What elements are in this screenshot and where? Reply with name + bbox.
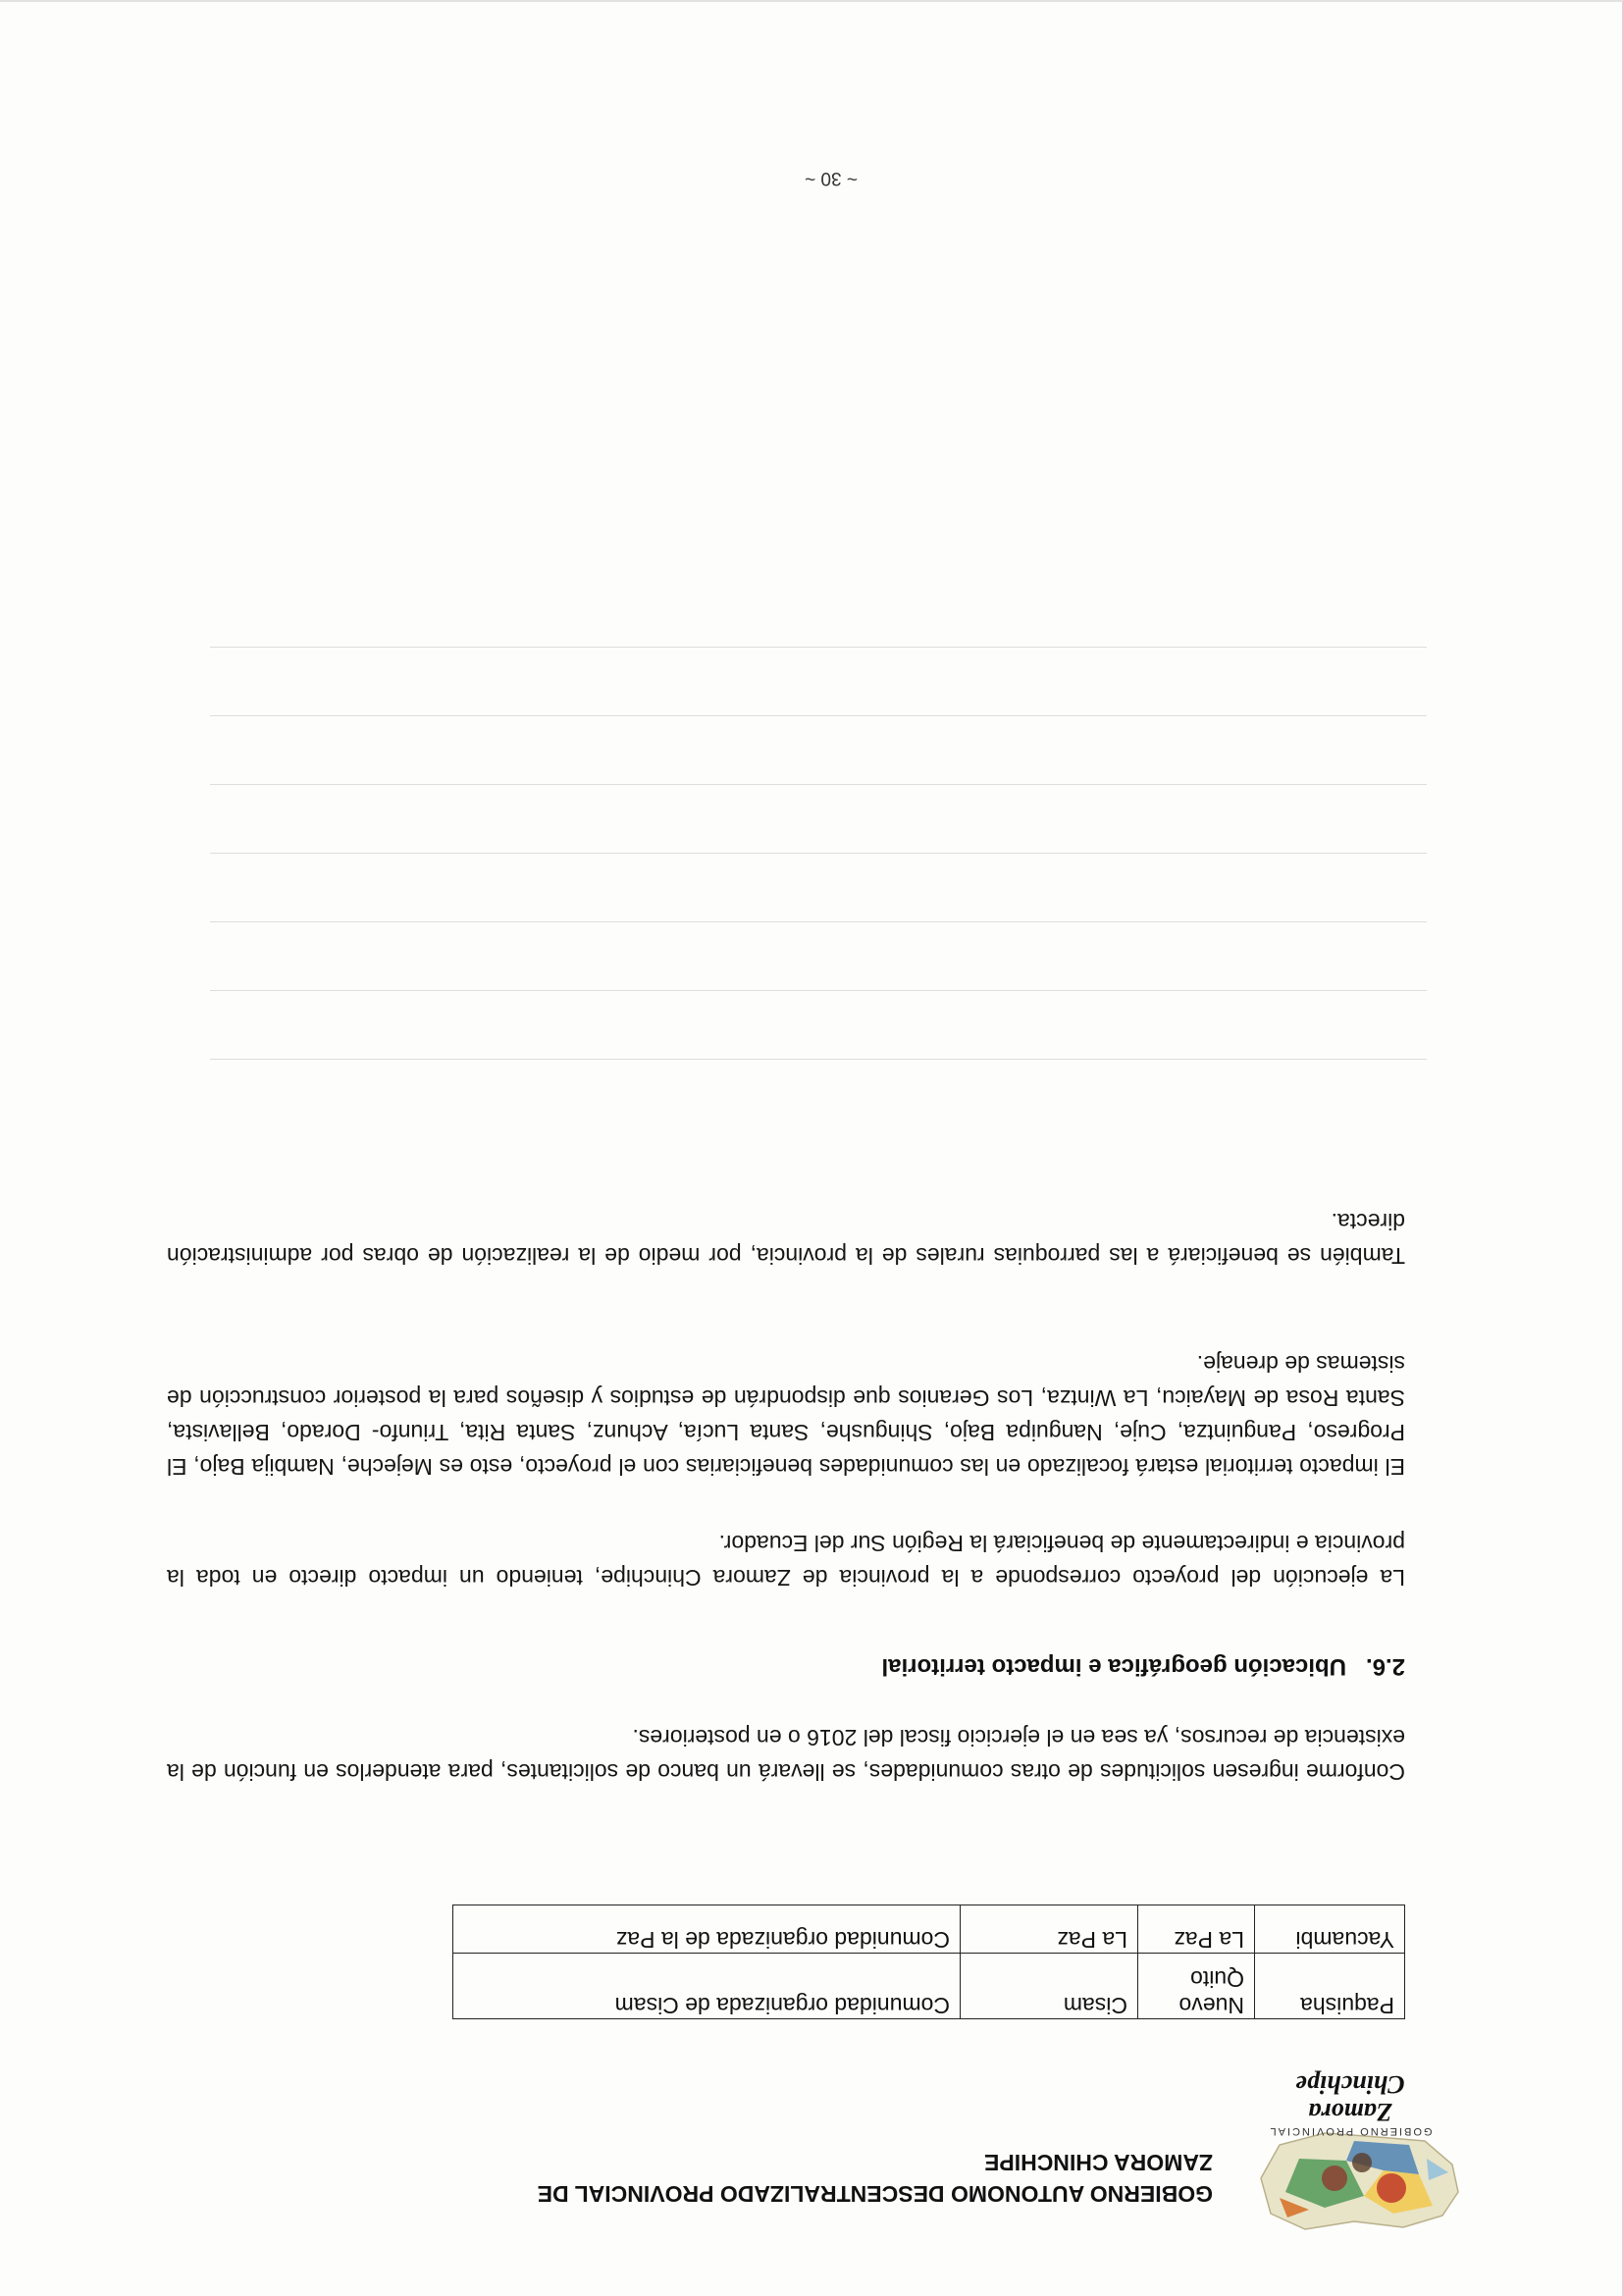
bleed-through-line [210,990,1427,991]
table-cell: La Paz [961,1905,1138,1954]
table-cell: Nuevo Quito [1138,1954,1255,2019]
organization-title [538,2147,1213,2210]
table-cell: Yacuambi [1255,1905,1405,1954]
logo-subtitle: GOBIERNO PROVINCIAL [1268,2125,1433,2137]
table-cell: La Paz [1138,1905,1255,1954]
section-number: 2.6. [1365,1653,1405,1680]
page-number: ~ 30 ~ [805,168,858,188]
table-row [453,1954,1405,2019]
bleed-through-line [210,853,1427,854]
page-edge [0,0,1623,2]
bleed-through-line [210,715,1427,716]
paragraph-execution: La ejecución del proyecto corresponde a la provincia de Zamora Chinchipe, teniendo un impacto directo en toda la provincia e indirectamente de beneficiará la Región Sur del Ecuador. [167,1531,1405,1591]
section-title: Ubicación geográfica e impacto territorial [881,1653,1346,1680]
bleed-through-line [210,921,1427,922]
table-cell: Cisam [961,1954,1138,2019]
table-cell: Comunidad organizada de Cisam [453,1954,961,2019]
paragraph-rural-parishes: También se beneficiará a las parroquias rurales de la provincia, por medio de la realización de obras por administración directa. [167,1209,1405,1269]
table-cell: Paquisha [1255,1954,1405,2019]
paragraph-requests: Conforme ingresen solicitudes de otras comunidades, se llevará un banco de solicitantes, para atenderlos en función de la existencia de recursos, ya sea en el ejercicio fiscal del 2016 o en posteriores. [167,1725,1405,1785]
bleed-through-line [210,647,1427,648]
table-row [453,1905,1405,1954]
logo-wordmark [1254,2070,1446,2137]
bleed-through-line [210,784,1427,785]
organization-title-line-1: GOBIERNO AUTONOMO DESCENTRALIZADO PROVINCIAL DE [537,2181,1213,2207]
table-cell: Comunidad organizada de la Paz [453,1905,961,1954]
logo-title: Zamora Chinchipe [1295,2070,1405,2126]
communities-table [452,1905,1405,2019]
paragraph-territorial-impact: El impacto territorial estará focalizado en las comunidades beneficiarias con el proyecto, esto es Mejeche, Nambija Bajo, El Progreso, Panguintza, Cuje, Nanguipa Bajo, Shingushe, Santa Lucía, Achunz, Santa Rita, Triunfo- Dorado, Bellavista, Santa Rosa de Mayaicu, La Wintza, Los Geranios que dispondrán de estudios y diseños para la posterior construcción de sistemas de drenaje. [167,1351,1405,1480]
provincial-logo [1248,2070,1472,2235]
organization-title-line-2: ZAMORA CHINCHIPE [984,2150,1213,2175]
bleed-through-line [210,1059,1427,1060]
section-heading [863,1652,1406,1680]
document-header [141,2070,1476,2235]
